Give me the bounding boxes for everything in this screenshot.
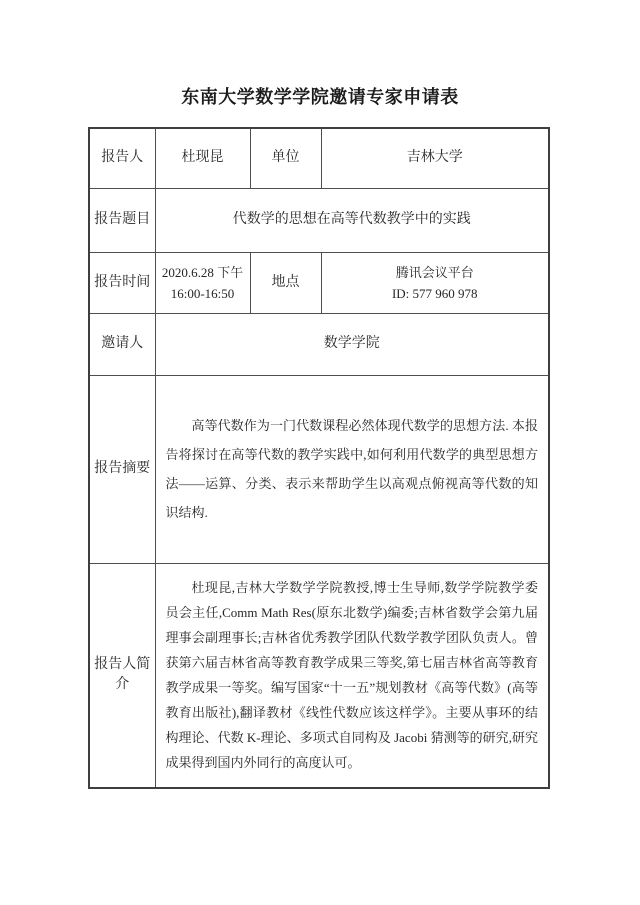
time-line-2: 16:00-16:50 bbox=[170, 285, 235, 301]
time-label: 报告时间 bbox=[89, 252, 155, 313]
abstract-cell bbox=[155, 375, 549, 563]
topic-label: 报告题目 bbox=[89, 188, 155, 252]
inviter-value: 数学学院 bbox=[155, 313, 549, 375]
page-title: 东南大学数学学院邀请专家申请表 bbox=[181, 87, 459, 107]
bio-label: 报告人简介 bbox=[89, 563, 155, 788]
inviter-label: 邀请人 bbox=[89, 313, 155, 375]
location-value bbox=[321, 252, 549, 313]
bio-cell bbox=[155, 563, 549, 788]
unit-label: 单位 bbox=[250, 128, 321, 188]
speaker-label: 报告人 bbox=[89, 128, 155, 188]
location-line-1: 腾讯会议平台 bbox=[395, 264, 474, 280]
bio-text: 杜现昆,吉林大学数学学院教授,博士生导师,数学学院教学委员会主任,Comm Math Res(原东北数学)编委;吉林省数学会第九届理事会副理事长;吉林省优秀教学团队代数学教学团队负责人。曾获第六届吉林省高等教育教学成果三等奖,第七届吉林省高等教育教学成果一等奖。编写国家“十一五”规划教材《高等代数》(高等教育出版社),翻译教材《线性代数应该这样学》。主要从事环的结构理论、代数 K-理论、多项式自同构及 Jacobi 猜测等的研究,研究成果得到国内外同行的高度认可。 bbox=[165, 580, 538, 771]
row-inviter bbox=[89, 313, 549, 375]
location-label: 地点 bbox=[250, 252, 321, 313]
row-bio bbox=[89, 563, 549, 788]
application-form-table bbox=[88, 127, 550, 789]
row-topic bbox=[89, 188, 549, 252]
time-value bbox=[155, 252, 250, 313]
unit-value: 吉林大学 bbox=[321, 128, 549, 188]
row-abstract bbox=[89, 375, 549, 563]
row-time-location bbox=[89, 252, 549, 313]
location-line-2: ID: 577 960 978 bbox=[391, 285, 478, 301]
row-speaker bbox=[89, 128, 549, 188]
topic-value: 代数学的思想在高等代数教学中的实践 bbox=[155, 188, 549, 252]
abstract-text: 高等代数作为一门代数课程必然体现代数学的思想方法. 本报告将探讨在高等代数的教学实践中,如何利用代数学的典型思想方法——运算、分类、表示来帮助学生以高观点俯视高等代数的知识结构. bbox=[165, 418, 538, 520]
abstract-label: 报告摘要 bbox=[89, 375, 155, 563]
speaker-value: 杜现昆 bbox=[155, 128, 250, 188]
time-line-1: 2020.6.28 下午 bbox=[161, 264, 244, 280]
